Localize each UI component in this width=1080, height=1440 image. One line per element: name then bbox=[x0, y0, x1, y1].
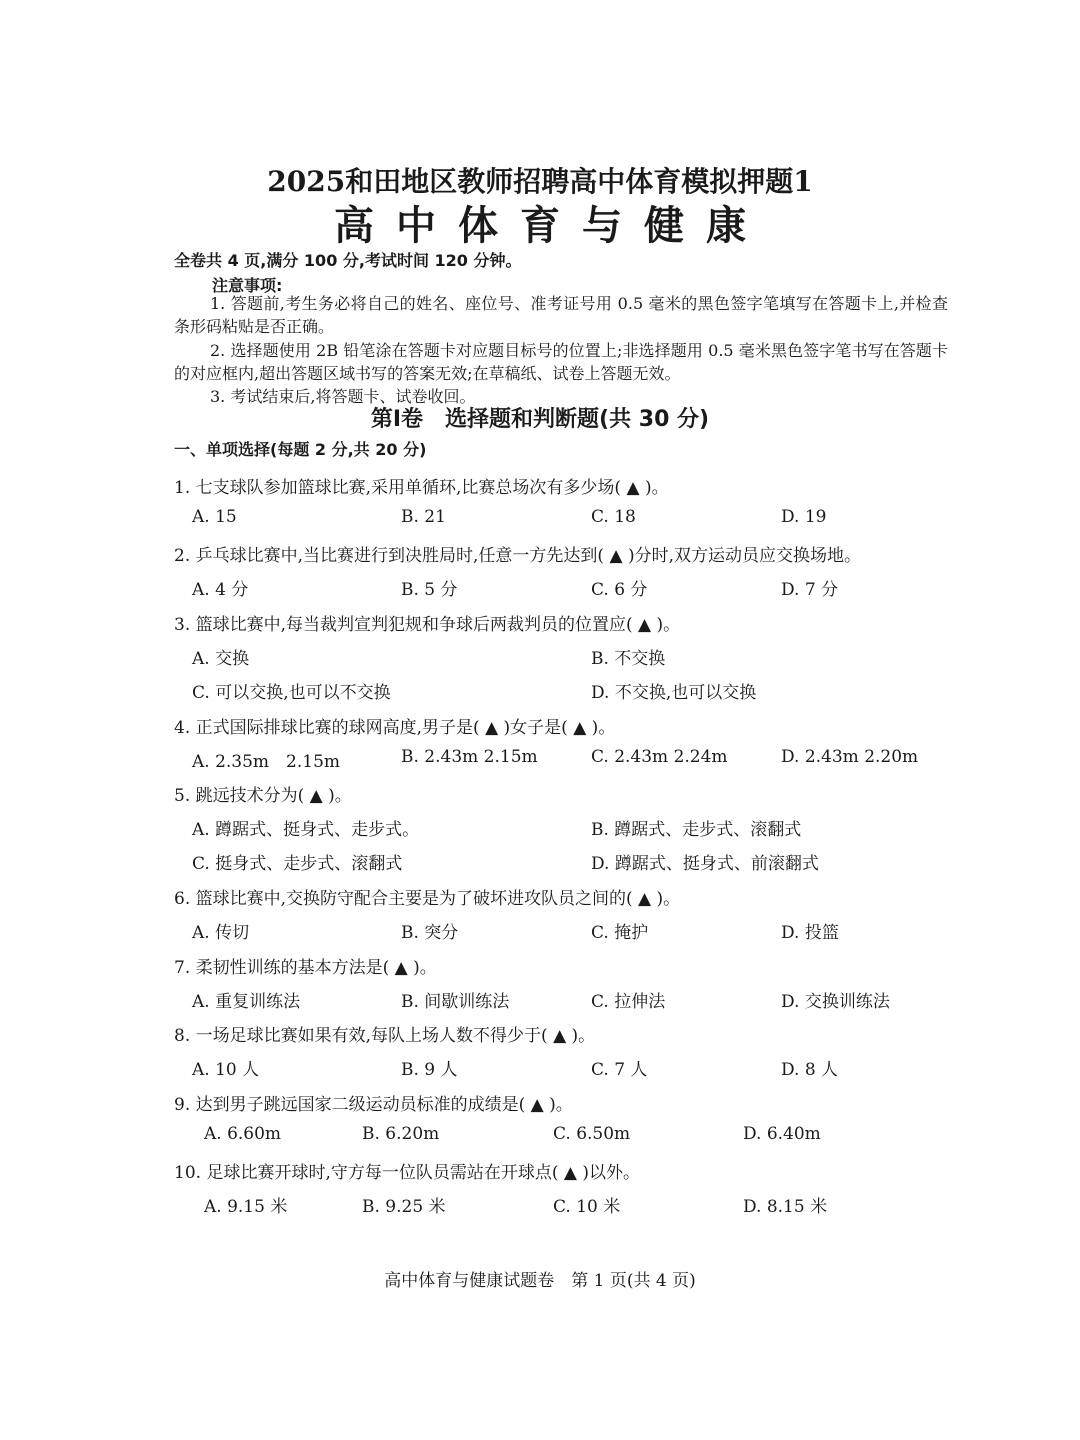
question-option: B. 6.20m bbox=[362, 1124, 440, 1144]
part-title: 一、单项选择(每题 2 分,共 20 分) bbox=[174, 440, 427, 459]
question-option: C. 拉伸法 bbox=[591, 992, 666, 1012]
section-title: 第Ⅰ卷 选择题和判断题(共 30 分) bbox=[370, 407, 710, 432]
question-option: D. 投篮 bbox=[781, 923, 839, 943]
question-option: D. 19 bbox=[781, 507, 827, 527]
question-option: D. 不交换,也可以交换 bbox=[591, 683, 757, 703]
question-option: D. 7 分 bbox=[781, 580, 839, 600]
question-option: D. 8 人 bbox=[781, 1060, 839, 1080]
question-option: B. 21 bbox=[401, 507, 446, 527]
question-stem: 9. 达到男子跳远国家二级运动员标准的成绩是( ▲ )。 bbox=[174, 1095, 573, 1115]
question-stem: 6. 篮球比赛中,交换防守配合主要是为了破坏进攻队员之间的( ▲ )。 bbox=[174, 889, 681, 909]
question-option: B. 5 分 bbox=[401, 580, 458, 600]
question-stem: 7. 柔韧性训练的基本方法是( ▲ )。 bbox=[174, 958, 437, 978]
question-option: C. 掩护 bbox=[591, 923, 649, 943]
notice-title: 注意事项: bbox=[212, 276, 283, 295]
question-option: B. 9 人 bbox=[401, 1060, 458, 1080]
question-option: D. 6.40m bbox=[743, 1124, 821, 1144]
question-stem: 2. 乒乓球比赛中,当比赛进行到决胜局时,任意一方先达到( ▲ )分时,双方运动员应交换场地。 bbox=[174, 546, 861, 566]
question-stem: 1. 七支球队参加篮球比赛,采用单循环,比赛总场次有多少场( ▲ )。 bbox=[174, 478, 669, 498]
question-option: A. 10 人 bbox=[192, 1060, 260, 1080]
question-option: C. 18 bbox=[591, 507, 636, 527]
question-option: B. 蹲踞式、走步式、滚翻式 bbox=[591, 820, 802, 840]
question-option: B. 突分 bbox=[401, 923, 459, 943]
page-footer: 高中体育与健康试题卷 第 1 页(共 4 页) bbox=[384, 1271, 696, 1291]
question-stem: 5. 跳远技术分为( ▲ )。 bbox=[174, 786, 352, 806]
question-option: C. 6 分 bbox=[591, 580, 648, 600]
question-option: B. 间歇训练法 bbox=[401, 992, 510, 1012]
question-stem: 8. 一场足球比赛如果有效,每队上场人数不得少于( ▲ )。 bbox=[174, 1026, 596, 1046]
question-option: A. 交换 bbox=[192, 649, 250, 669]
question-option: A. 2.35m 2.15m bbox=[192, 752, 341, 772]
question-option: B. 不交换 bbox=[591, 649, 666, 669]
question-stem: 10. 足球比赛开球时,守方每一位队员需站在开球点( ▲ )以外。 bbox=[174, 1163, 640, 1183]
notice-item: 3. 考试结束后,将答题卡、试卷收回。 bbox=[210, 387, 476, 406]
question-option: A. 蹲踞式、挺身式、走步式。 bbox=[192, 820, 420, 840]
exam-summary: 全卷共 4 页,满分 100 分,考试时间 120 分钟。 bbox=[174, 251, 522, 270]
question-option: A. 4 分 bbox=[192, 580, 249, 600]
question-option: A. 重复训练法 bbox=[192, 992, 301, 1012]
question-option: B. 2.43m 2.15m bbox=[401, 747, 538, 767]
question-option: C. 10 米 bbox=[553, 1197, 621, 1217]
question-stem: 3. 篮球比赛中,每当裁判宣判犯规和争球后两裁判员的位置应( ▲ )。 bbox=[174, 615, 681, 635]
question-option: C. 可以交换,也可以不交换 bbox=[192, 683, 391, 703]
question-option: B. 9.25 米 bbox=[362, 1197, 446, 1217]
question-option: A. 9.15 米 bbox=[204, 1197, 288, 1217]
subject-title: 高中体育与健康 bbox=[334, 202, 768, 249]
question-option: D. 8.15 米 bbox=[743, 1197, 828, 1217]
question-stem: 4. 正式国际排球比赛的球网高度,男子是( ▲ )女子是( ▲ )。 bbox=[174, 718, 616, 738]
notice-item: 1. 答题前,考生务必将自己的姓名、座位号、准考证号用 0.5 毫米的黑色签字笔填写在答题卡上,并检查条形码粘贴是否正确。 bbox=[174, 294, 948, 336]
question-option: C. 6.50m bbox=[553, 1124, 631, 1144]
exam-title: 2025和田地区教师招聘高中体育模拟押题1 bbox=[267, 165, 813, 198]
question-option: A. 15 bbox=[192, 507, 237, 527]
question-option: D. 2.43m 2.20m bbox=[781, 747, 919, 767]
question-option: D. 蹲踞式、挺身式、前滚翻式 bbox=[591, 854, 819, 874]
question-option: C. 7 人 bbox=[591, 1060, 648, 1080]
question-option: A. 传切 bbox=[192, 923, 250, 943]
question-option: C. 2.43m 2.24m bbox=[591, 747, 728, 767]
question-option: A. 6.60m bbox=[204, 1124, 282, 1144]
question-option: D. 交换训练法 bbox=[781, 992, 890, 1012]
notice-item: 2. 选择题使用 2B 铅笔涂在答题卡对应题目标号的位置上;非选择题用 0.5 毫米黑色签字笔书写在答题卡的对应框内,超出答题区域书写的答案无效;在草稿纸、试卷上答题无效。 bbox=[174, 341, 948, 383]
question-option: C. 挺身式、走步式、滚翻式 bbox=[192, 854, 403, 874]
